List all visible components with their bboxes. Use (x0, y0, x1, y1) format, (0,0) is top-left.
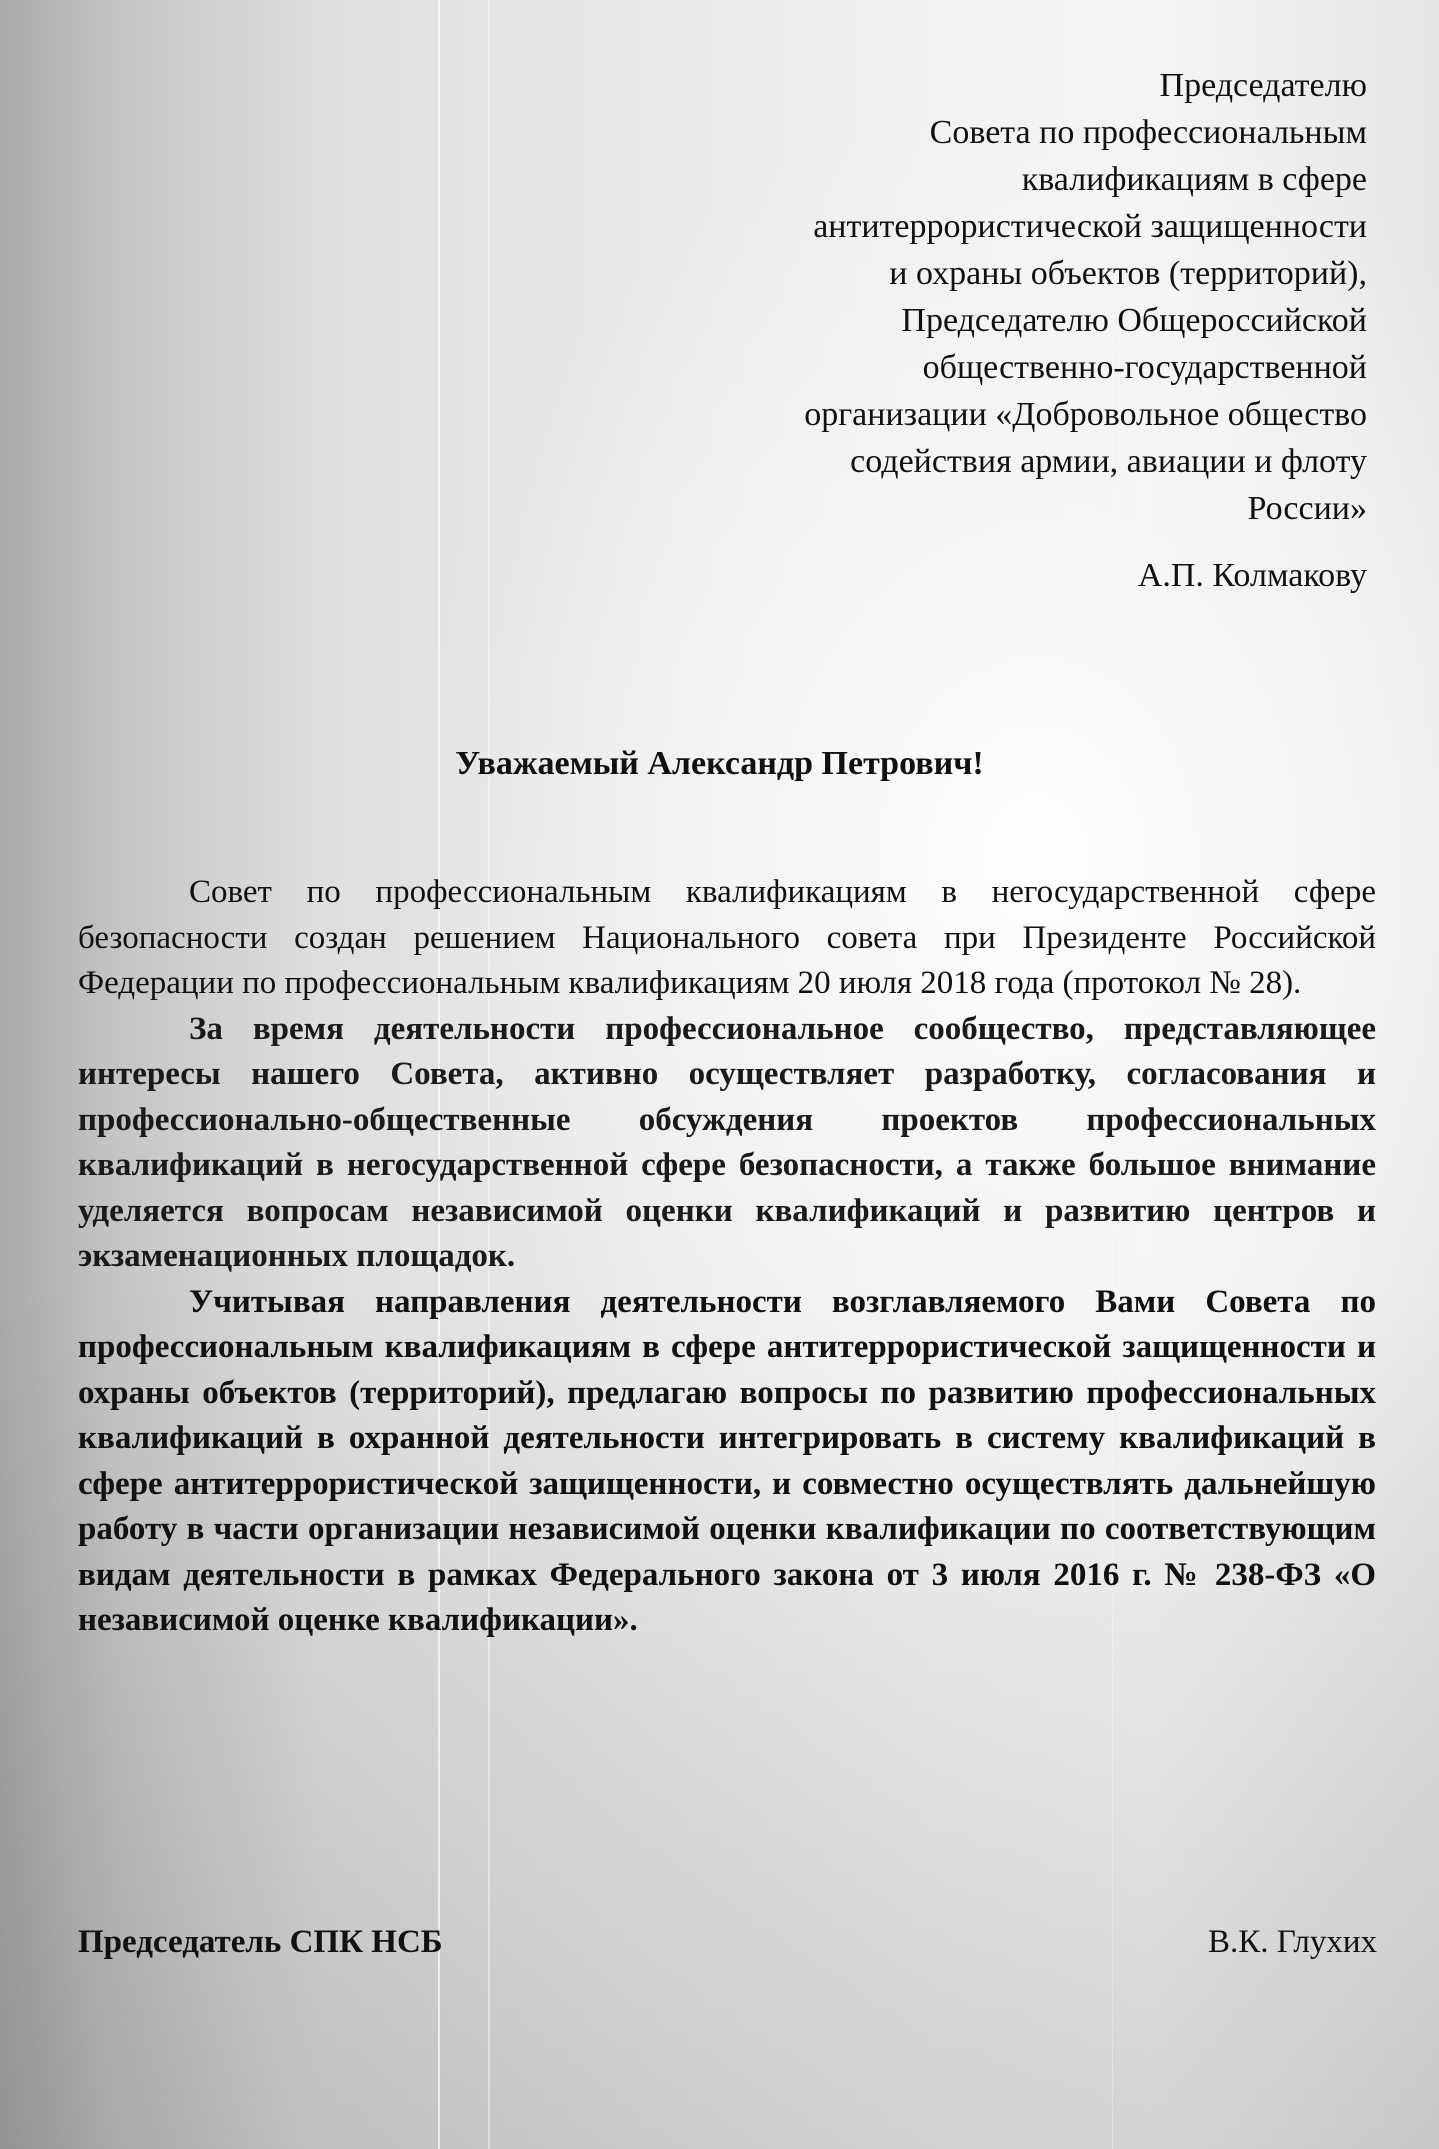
recipient-line: содействия армии, авиации и флоту (850, 443, 1367, 480)
body-paragraph: Учитывая направления деятельности возглавляемого Вами Совета по профессиональным квалификациям в сфере антитеррористической защищенности и охраны объектов (территорий), предлагаю вопросы по развитию профессиональных квалификаций в охранной деятельности интегрировать в систему квалификаций в сфере антитеррористической защищенности, и совместно осуществлять дальнейшую работу в части организации независимой оценки квалификации по соответствующим видам деятельности в рамках Федерального закона от 3 июля 2016 г. № 238-ФЗ «О независимой оценке квалификации». (78, 1283, 1376, 1638)
recipient-line: России» (1247, 490, 1367, 527)
recipient-line: общественно-государственной (922, 349, 1367, 386)
recipient-block (667, 62, 1367, 532)
recipient-line: антитеррористической защищенности (813, 208, 1367, 245)
body-paragraph: Совет по профессиональным квалификациям в негосударственной сфере безопасности создан решением Национального совета при Президенте Российской Федерации по профессиональным квалификациям 20 июля 2018 года (протокол № 28). (78, 874, 1376, 1001)
letter-body (78, 870, 1376, 1644)
recipient-line: организации «Добровольное общество (804, 396, 1367, 433)
recipient-line: Председателю Общероссийской (901, 302, 1367, 339)
body-paragraph: За время деятельности профессиональное сообщество, представляющее интересы нашего Совета, активно осуществляет разработку, согласования и профессионально-общественные обсуждения проектов профессиональных квалификаций в негосударственной сфере безопасности, а также большое внимание уделяется вопросам независимой оценки квалификаций и развитию центров и экзаменационных площадок. (78, 1010, 1376, 1274)
recipient-line: Совета по профессиональным (929, 114, 1367, 151)
signatory-name: В.К. Глухих (1208, 1924, 1377, 1960)
recipient-line: и охраны объектов (территорий), (889, 255, 1367, 292)
recipient-line: Председателю (1159, 67, 1367, 104)
recipient-line: квалификациям в сфере (1021, 161, 1367, 198)
salutation: Уважаемый Александр Петрович! (455, 745, 984, 782)
signatory-position: Председатель СПК НСБ (78, 1924, 443, 1960)
recipient-name: А.П. Колмакову (1137, 557, 1367, 594)
